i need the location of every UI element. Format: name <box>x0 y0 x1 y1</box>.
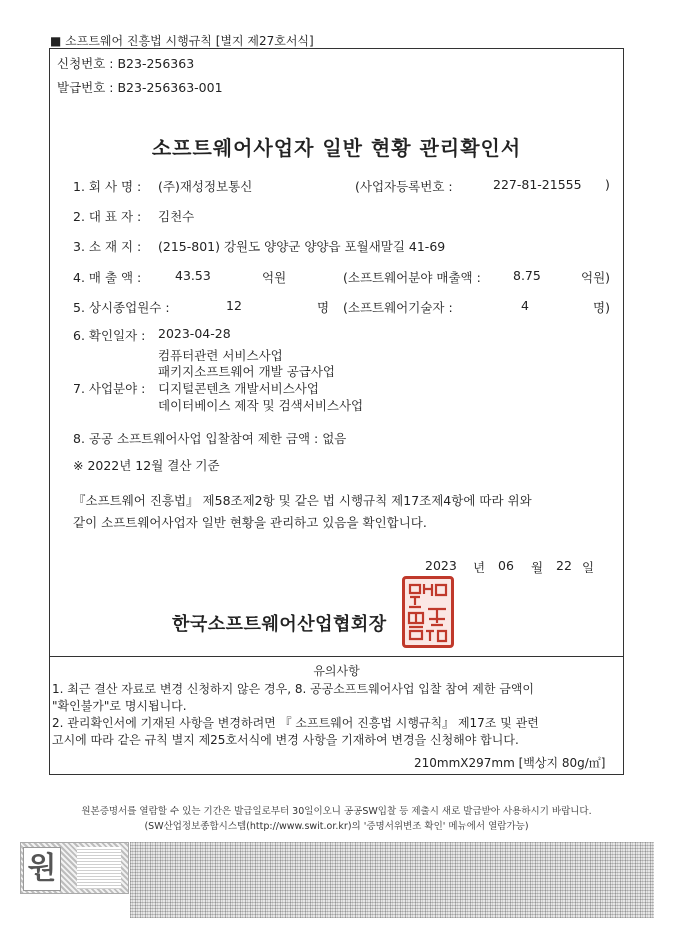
organization-name: 한국소프트웨어산업협회장 <box>172 614 387 635</box>
company-label: 1. 회 사 명 : <box>73 179 142 194</box>
date-day-unit: 일 <box>582 560 595 575</box>
company-value: (주)재성정보통신 <box>158 179 253 194</box>
stamp-pattern <box>77 847 121 889</box>
form-label: ■ 소프트웨어 진흥법 시행규칙 [별지 제27호서식] <box>50 34 314 48</box>
notice-line: 1. 최근 결산 자료로 변경 신청하지 않은 경우, 8. 공공소프트웨어사업 입찰 참여 제한 금액이 <box>52 682 535 696</box>
ceo-value: 김천수 <box>158 209 195 224</box>
sw-tech-label: (소프트웨어기술자 : <box>343 300 453 315</box>
staff-value: 12 <box>226 298 242 313</box>
sw-tech-unit: 명) <box>593 300 610 315</box>
sales-value: 43.53 <box>175 268 211 283</box>
business-field-item: 디지털콘텐츠 개발서비스사업 <box>158 381 319 396</box>
biz-reg-close: ) <box>605 177 610 192</box>
sales-label: 4. 매 출 액 : <box>73 270 142 285</box>
bid-limit: 8. 공공 소프트웨어사업 입찰참여 제한 금액 : 없음 <box>73 431 347 446</box>
sw-sales-label: (소프트웨어분야 매출액 : <box>343 270 481 285</box>
statement-line: 같이 소프트웨어사업자 일반 현황을 관리하고 있음을 확인합니다. <box>73 515 427 530</box>
sw-sales-value: 8.75 <box>513 268 541 283</box>
issue-number: 발급번호 : B23-256363-001 <box>57 80 223 95</box>
biz-reg-value: 227-81-21555 <box>493 177 582 192</box>
original-stamp-icon <box>20 842 129 894</box>
business-field-item: 컴퓨터관련 서비스사업 <box>158 348 283 363</box>
application-number: 신청번호 : B23-256363 <box>57 56 195 71</box>
date-year-unit: 년 <box>473 560 486 575</box>
official-seal-icon <box>402 576 454 648</box>
notice-title: 유의사항 <box>313 664 360 678</box>
page-title: 소프트웨어사업자 일반 현황 관리확인서 <box>151 136 522 160</box>
business-field-item: 패키지소프트웨어 개발 공급사업 <box>158 364 335 379</box>
date-year: 2023 <box>425 558 457 573</box>
address-label: 3. 소 재 지 : <box>73 239 142 254</box>
footer-line: (SW산업정보종합시스템(http://www.swit.or.kr)의 '증명서위변조 확인' 메뉴에서 열람가능) <box>144 821 529 832</box>
stamp-glyph: 원 <box>23 847 61 891</box>
sw-sales-unit: 억원) <box>581 270 611 285</box>
date-month: 06 <box>498 558 514 573</box>
business-field-item: 데이터베이스 제작 및 검색서비스사업 <box>158 398 364 413</box>
basis-note: ※ 2022년 12월 결산 기준 <box>73 458 220 473</box>
sales-unit: 억원 <box>262 270 287 285</box>
address-value: (215-801) 강원도 양양군 양양읍 포월새말길 41-69 <box>158 239 446 254</box>
staff-label: 5. 상시종업원수 : <box>73 300 170 315</box>
notice-line: 고시에 따라 같은 규칙 별지 제25호서식에 변경 사항을 기재하여 변경을 신청해야 합니다. <box>52 733 519 747</box>
sw-tech-value: 4 <box>521 298 529 313</box>
date-day: 22 <box>556 558 572 573</box>
notice-line: "확인불가"로 명시됩니다. <box>52 699 187 713</box>
confirm-date-label: 6. 확인일자 : <box>73 328 146 343</box>
statement-line: 『소프트웨어 진흥법』 제58조제2항 및 같은 법 시행규칙 제17조제4항에 따라 위와 <box>73 493 532 508</box>
staff-unit: 명 <box>317 300 330 315</box>
biz-reg-label: (사업자등록번호 : <box>355 179 453 194</box>
business-field-label: 7. 사업분야 : <box>73 381 146 396</box>
verification-barcode-icon <box>130 842 654 918</box>
paper-spec: 210mmX297mm [백상지 80g/㎡] <box>414 756 606 770</box>
confirm-date-value: 2023-04-28 <box>158 326 231 341</box>
date-month-unit: 월 <box>531 560 544 575</box>
ceo-label: 2. 대 표 자 : <box>73 209 142 224</box>
footer-line: 원본증명서를 열람할 수 있는 기간은 발급일로부터 30일이오니 공공SW입찰 등 제출시 새로 발급받아 사용하시기 바랍니다. <box>81 806 592 817</box>
notice-line: 2. 관리확인서에 기재된 사항을 변경하려면 『 소프트웨어 진흥법 시행규칙』 제17조 및 관련 <box>52 716 539 730</box>
